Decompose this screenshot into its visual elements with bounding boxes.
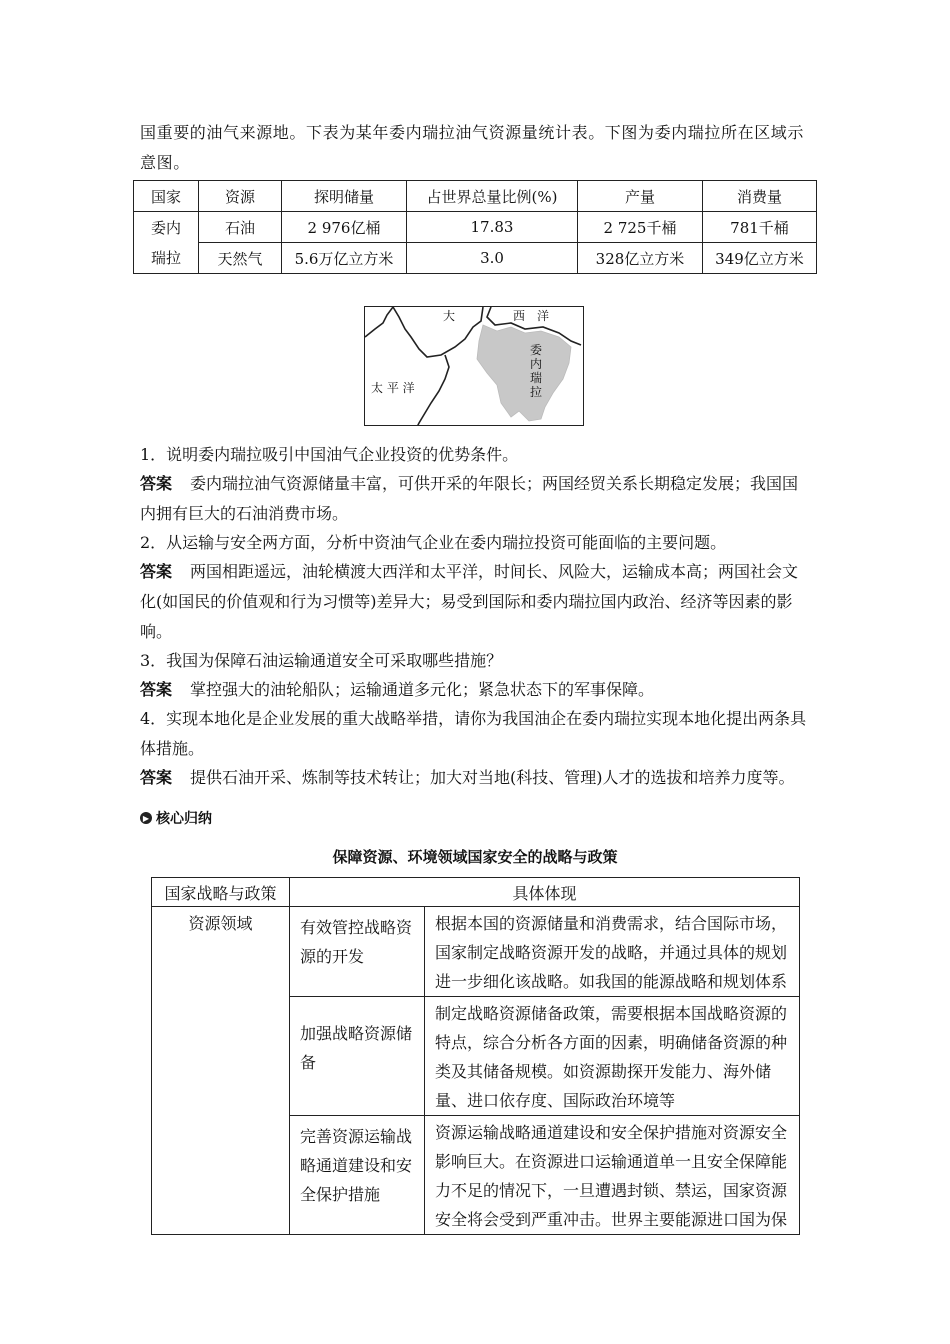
resource-table-header xyxy=(134,181,817,212)
question-4: 4．实现本地化是企业发展的重大战略举措，请你为我国油企在委内瑞拉实现本地化提出两条具体措施。 xyxy=(140,709,807,758)
answer-label: 答案 xyxy=(140,768,173,787)
policy-detail: 资源运输战略通道建设和安全保护措施对资源安全影响巨大。在资源进口运输通道单一且安全保障能力不足的情况下，一旦遭遇封锁、禁运，国家资源安全将会受到严重冲击。世界主要能源进口国为保 xyxy=(425,1116,800,1235)
header-cell: 消费量 xyxy=(703,181,817,212)
table-cell: 石油 xyxy=(199,212,282,243)
table-row xyxy=(152,907,800,997)
answer-text: 委内瑞拉油气资源储量丰富，可供开采的年限长；两国经贸关系长期稳定发展；我国国内拥有巨大的石油消费市场。 xyxy=(140,474,799,523)
answer-label: 答案 xyxy=(140,680,173,699)
section-heading xyxy=(140,808,212,828)
venezuela-region xyxy=(477,325,571,421)
header-cell: 资源 xyxy=(199,181,282,212)
table-cell: 17.83 xyxy=(407,212,578,243)
answer-1 xyxy=(140,469,812,529)
answer-3 xyxy=(140,675,812,705)
policy-table xyxy=(151,877,800,1235)
question-2: 2．从运输与安全两方面，分析中资油气企业在委内瑞拉投资可能面临的主要问题。 xyxy=(140,533,727,552)
table-row xyxy=(134,243,817,274)
play-icon: ▶ xyxy=(140,812,152,824)
answer-2 xyxy=(140,557,812,647)
policy-item: 完善资源运输战略通道建设和安全保护措施 xyxy=(290,1116,425,1235)
answer-4 xyxy=(140,763,812,793)
policy-item: 有效管控战略资源的开发 xyxy=(290,907,425,997)
table-cell: 2 725千桶 xyxy=(578,212,703,243)
resource-table xyxy=(133,180,817,274)
table-row xyxy=(134,212,817,243)
table-cell: 781千桶 xyxy=(703,212,817,243)
header-cell: 国家 xyxy=(134,181,199,212)
coastline xyxy=(393,307,483,357)
table-cell: 2 976亿桶 xyxy=(282,212,407,243)
header-cell: 具体体现 xyxy=(290,878,800,907)
region-map xyxy=(364,306,584,426)
answer-text: 两国相距遥远，油轮横渡大西洋和太平洋，时间长、风险大，运输成本高；两国社会文化(如国民的价值观和行为习惯等)差异大；易受到国际和委内瑞拉国内政治、经济等因素的影响。 xyxy=(140,562,799,641)
pacific-label: 太 平 洋 xyxy=(371,381,415,395)
table-cell: 328亿立方米 xyxy=(578,243,703,274)
answer-text: 掌控强大的油轮船队；运输通道多元化；紧急状态下的军事保障。 xyxy=(190,680,655,699)
header-cell: 产量 xyxy=(578,181,703,212)
answer-label: 答案 xyxy=(140,562,173,581)
section-title: 核心归纳 xyxy=(156,811,212,827)
atlantic-label-2: 西 洋 xyxy=(513,309,550,323)
domain-cell: 资源领域 xyxy=(152,907,290,1235)
policy-table-header xyxy=(152,878,800,907)
country-name: 委内瑞拉 xyxy=(150,218,181,267)
coastline xyxy=(417,355,449,426)
answer-label: 答案 xyxy=(140,474,173,493)
header-cell: 占世界总量比例(%) xyxy=(407,181,578,212)
atlantic-label-1: 大 xyxy=(443,309,456,323)
policy-detail: 根据本国的资源储量和消费需求，结合国际市场，国家制定战略资源开发的战略，并通过具体的规划进一步细化该战略。如我国的能源战略和规划体系 xyxy=(425,907,800,997)
table-cell: 5.6万亿立方米 xyxy=(282,243,407,274)
table-cell: 349亿立方米 xyxy=(703,243,817,274)
map-graphic xyxy=(365,307,584,426)
country-cell xyxy=(134,212,199,274)
question-3: 3．我国为保障石油运输通道安全可采取哪些措施？ xyxy=(140,651,503,670)
coastline xyxy=(365,307,393,337)
header-cell: 国家战略与政策 xyxy=(152,878,290,907)
answer-text: 提供石油开采、炼制等技术转让；加大对当地(科技、管理)人才的选拔和培养力度等。 xyxy=(190,768,795,787)
table-cell: 天然气 xyxy=(199,243,282,274)
intro-paragraph: 国重要的油气来源地。下表为某年委内瑞拉油气资源量统计表。下图为委内瑞拉所在区域示意图。 xyxy=(140,123,805,172)
header-cell: 探明储量 xyxy=(282,181,407,212)
question-1: 1．说明委内瑞拉吸引中国油气企业投资的优势条件。 xyxy=(140,445,519,464)
policy-detail: 制定战略资源储备政策，需要根据本国战略资源的特点，综合分析各方面的因素，明确储备资源的种类及其储备规模。如资源勘探开发能力、海外储量、进口依存度、国际政治环境等 xyxy=(425,997,800,1116)
venezuela-label: 委内瑞拉 xyxy=(529,343,542,399)
policy-table-title: 保障资源、环境领域国家安全的战略与政策 xyxy=(332,848,618,866)
table-cell: 3.0 xyxy=(407,243,578,274)
policy-item: 加强战略资源储备 xyxy=(290,997,425,1116)
